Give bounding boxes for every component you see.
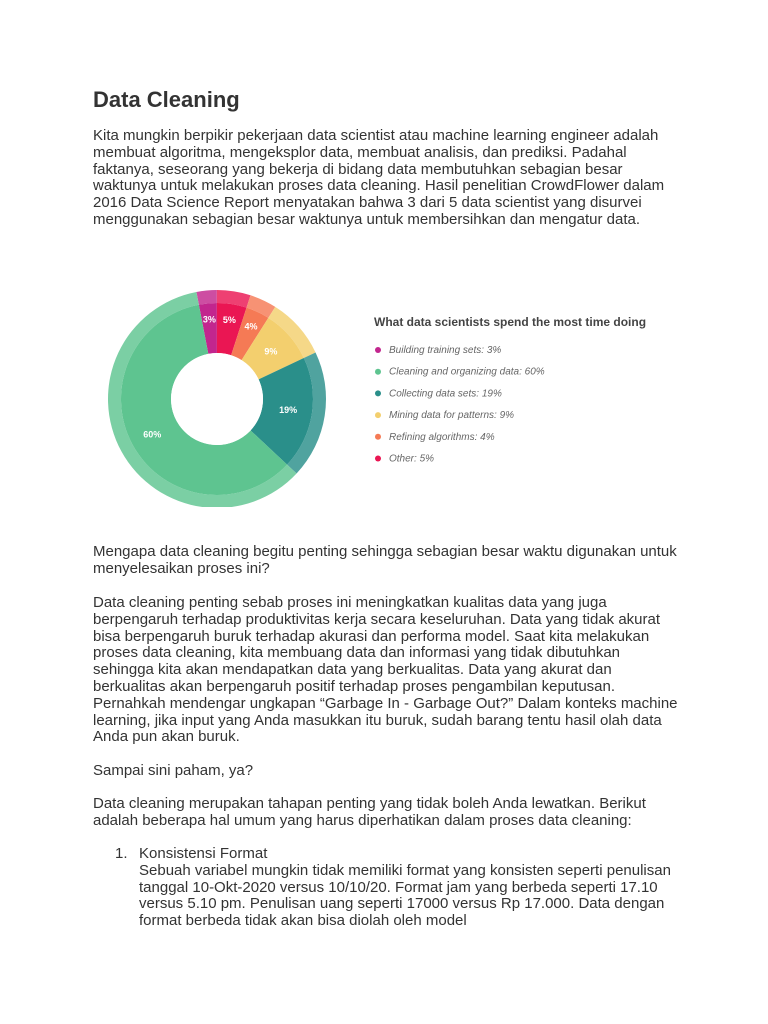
slice-label-building-training-sets: 3% — [202, 314, 216, 325]
list-item-heading: Konsistensi Format — [139, 845, 268, 862]
chart-title: What data scientists spend the most time doing — [374, 315, 647, 329]
legend-marker-building-training-sets — [375, 347, 381, 353]
slice-label-cleaning-and-organizing-data: 60% — [143, 429, 162, 440]
donut-slice-rim-building-training-sets — [196, 290, 216, 305]
list-item-number: 1. — [115, 845, 128, 862]
cleaning-steps-list — [93, 846, 683, 930]
donut-hole — [171, 353, 263, 445]
list-item — [93, 846, 683, 930]
intro-paragraph: Kita mungkin berpikir pekerjaan data scientist atau machine learning engineer adalah membuat algoritma, mengeksplor data, membuat analisis, dan prediksi. Padahal faktanya, seseorang yang bekerja di bidang data membutuhkan sebagian besar waktunya untuk melakukan proses data cleaning. Hasil penelitian CrowdFlower dalam 2016 Data Science Report menyatakan bahwa 3 dari 5 data scientist yang disurvei menggunakan sebagian besar waktunya untuk membersihkan dan mengatur data. — [93, 127, 665, 228]
slice-label-other: 5% — [222, 314, 236, 325]
page-title: Data Cleaning — [93, 87, 240, 112]
question-paragraph: Mengapa data cleaning begitu penting sehingga sebagian besar waktu digunakan untuk menyelesaikan proses ini? — [93, 543, 677, 577]
legend-label-cleaning-and-organizing-data: Cleaning and organizing data: 60% — [389, 366, 545, 378]
legend-marker-refining-algorithms — [375, 434, 381, 440]
understood-paragraph: Sampai sini paham, ya? — [93, 762, 254, 779]
legend-marker-collecting-data-sets — [375, 390, 381, 396]
legend-label-other: Other: 5% — [389, 453, 435, 465]
legend-marker-mining-data-for-patterns — [375, 412, 381, 418]
donut-slices — [108, 290, 326, 507]
legend-label-mining-data-for-patterns: Mining data for patterns: 9% — [389, 410, 515, 422]
importance-paragraph: Data cleaning penting sebab proses ini meningkatkan kualitas data yang juga berpengaruh terhadap produktivitas kerja secara keseluruhan. Data yang tidak akurat bisa berpengaruh buruk terhadap akurasi dan performa model. Saat kita melakukan proses data cleaning, kita membuang data dan informasi yang tidak dibutuhkan sehingga kita akan mendapatkan data yang berkualitas. Data yang akurat dan berkualitas akan berpengaruh positif terhadap proses pengambilan keputusan. Pernahkah mendengar ungkapan “Garbage In - Garbage Out?” Dalam konteks machine learning, jika input yang Anda masukkan itu buruk, sudah barang tentu hasil olah data Anda pun akan buruk. — [93, 594, 678, 746]
donut-chart-svg — [107, 287, 667, 507]
legend-label-refining-algorithms: Refining algorithms: 4% — [389, 431, 495, 443]
slice-label-mining-data-for-patterns: 9% — [264, 346, 278, 357]
slice-label-refining-algorithms: 4% — [244, 321, 258, 332]
legend-label-building-training-sets: Building training sets: 3% — [389, 345, 502, 356]
legend-marker-cleaning-and-organizing-data — [375, 369, 381, 375]
steps-intro-paragraph: Data cleaning merupakan tahapan penting yang tidak boleh Anda lewatkan. Berikut adalah beberapa hal umum yang harus diperhatikan dalam proses data cleaning: — [93, 795, 646, 829]
legend-label-collecting-data-sets: Collecting data sets: 19% — [389, 388, 502, 400]
list-item-body: Sebuah variabel mungkin tidak memiliki format yang konsisten seperti penulisan tanggal 10-Okt-2020 versus 10/10/20. Format jam yang berbeda seperti 17.10 versus 5.10 pm. Penulisan uang seperti 17000 versus Rp 17.000. Data dengan format berbeda tidak akan bisa diolah oleh model — [139, 861, 671, 930]
time-spent-chart — [107, 287, 667, 507]
legend-marker-other — [375, 456, 381, 462]
slice-label-collecting-data-sets: 19% — [279, 405, 298, 416]
chart-legend — [375, 345, 545, 465]
